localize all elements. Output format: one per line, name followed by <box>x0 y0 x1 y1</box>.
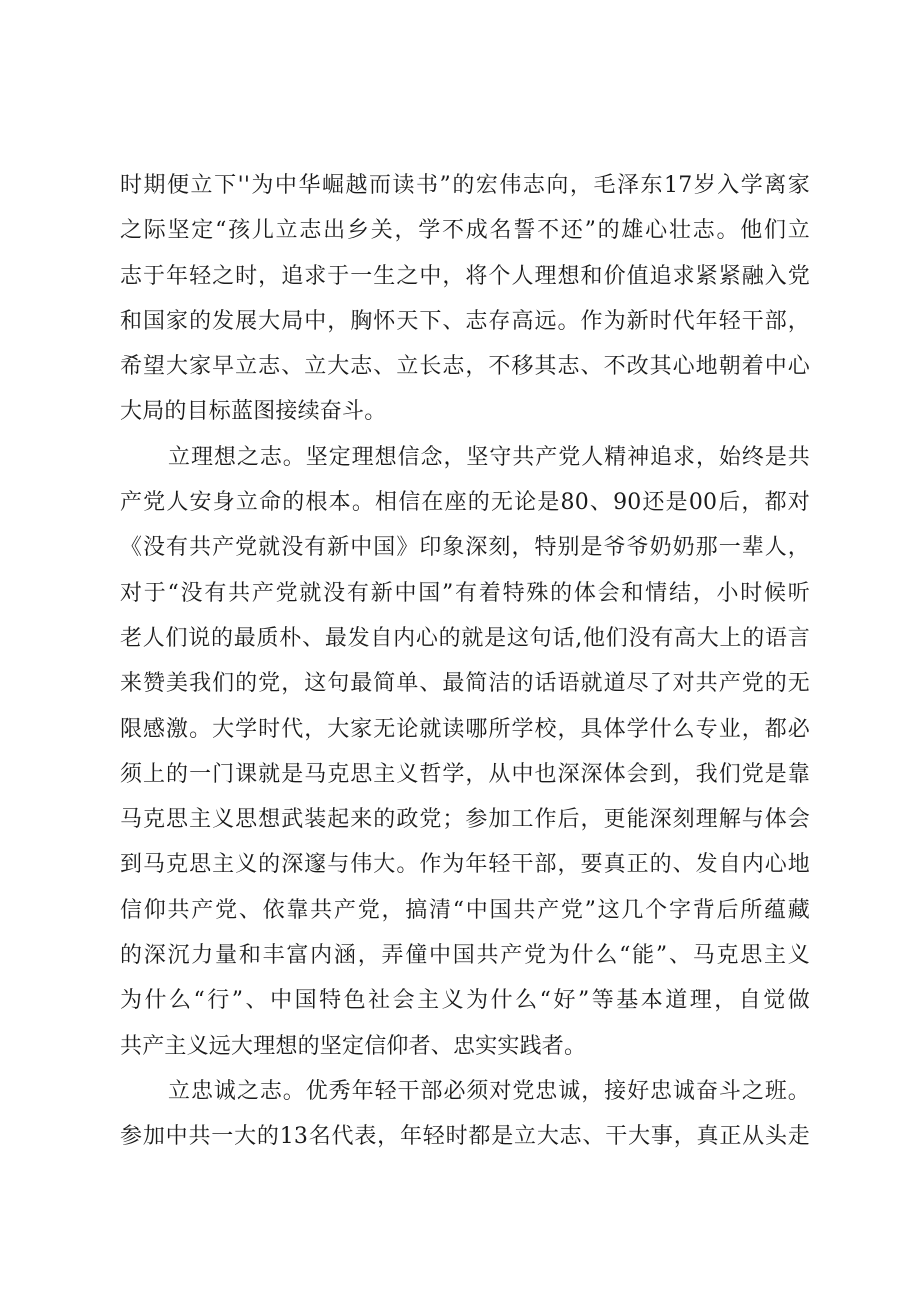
paragraph-start-line: 立理想之志。坚定理想信念，坚守共产党人精神追求，始终是共 <box>168 444 810 470</box>
text-line: 大局的目标蓝图接续奋斗。 <box>120 399 387 425</box>
text-line: 须上的一门课就是马克思主义哲学，从中也深深体会到，我们党是靠 <box>120 761 810 787</box>
text-line: 产党人安身立命的根本。相信在座的无论是80、90还是00后，都对 <box>120 490 810 516</box>
text-line: 到马克思主义的深邃与伟大。作为年轻干部，要真正的、发自内心地 <box>120 852 810 878</box>
text-line: 马克思主义思想武装起来的政党；参加工作后，更能深刻理解与体会 <box>120 807 810 833</box>
text-line: 时期便立下''为中华崛越而读书”的宏伟志向，毛泽东17岁入学离家 <box>120 173 810 198</box>
text-line: 信仰共产党、依靠共产党，搞清“中国共产党”这几个字背后所蕴藏 <box>120 897 810 923</box>
text-line: 限感激。大学时代，大家无论就读哪所学校，具体学什么专业，都必 <box>120 716 810 742</box>
body-text <box>120 163 810 1160</box>
paragraph-start-line: 立忠诚之志。优秀年轻干部必须对党忠诚，接好忠诚奋斗之班。 <box>168 1078 810 1104</box>
text-line: 参加中共一大的13名代表，年轻时都是立大志、干大事，真正从头走 <box>120 1124 810 1150</box>
text-line: 为什么“行”、中国特色社会主义为什么“好”等基本道理，自觉做 <box>120 988 810 1014</box>
text-line: 希望大家早立志、立大志、立长志，不移其志、不改其心地朝着中心 <box>120 354 810 380</box>
text-line: 对于“没有共产党就没有新中国”有着特殊的体会和情结，小时候听 <box>120 580 810 606</box>
text-line: 之际坚定“孩儿立志出乡关，学不成名誓不还”的雄心壮志。他们立 <box>120 218 810 244</box>
text-line: 志于年轻之时，追求于一生之中，将个人理想和价值追求紧紧融入党 <box>120 263 810 289</box>
text-line: 和国家的发展大局中，胸怀天下、志存高远。作为新时代年轻干部， <box>120 308 810 334</box>
text-line: 《没有共产党就没有新中国》印象深刻，特别是爷爷奶奶那一辈人， <box>120 535 810 561</box>
text-line: 老人们说的最质朴、最发自内心的就是这句话,他们没有高大上的语言 <box>120 625 810 651</box>
text-line: 来赞美我们的党，这句最简单、最简洁的话语就道尽了对共产党的无 <box>120 671 810 697</box>
text-line: 共产主义远大理想的坚定信仰者、忠实实践者。 <box>120 1033 587 1059</box>
text-line: 的深沉力量和丰富内涵，弄僮中国共产党为什么“能”、马克思主义 <box>120 943 810 969</box>
